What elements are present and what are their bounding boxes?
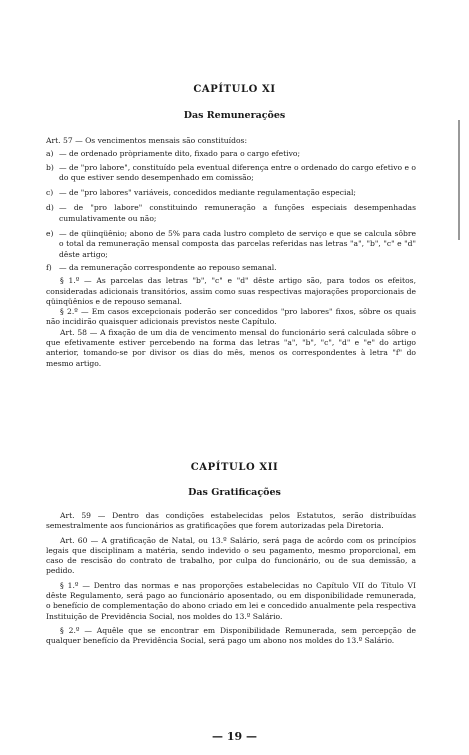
- item-label: e): [46, 229, 54, 239]
- item-label: c): [46, 188, 54, 198]
- article-57-paragraph-2: § 2.º — Em casos excepcionais poderão ser concedidos "pro labores" fixos, sôbre os quais não incidirão quaisquer adicionais previstos neste Capítulo.: [46, 307, 416, 327]
- item-label: a): [46, 149, 54, 159]
- item-label: d): [46, 203, 54, 213]
- article-58: Art. 58 — A fixação de um dia de vencimento mensal do funcionário será calculada sôbre o que efetivamente estiver percebendo na forma das letras "a", "b", "c", "d" e "e" do artigo anterior, tomando-se por divisor os dias do mês, menos os correspondentes à letra "f" do mesmo artigo.: [46, 327, 416, 368]
- item-text: — de "pro labore" constituindo remuneração a funções especiais desempenhadas cumulativamente ou não;: [59, 203, 416, 223]
- chapter-12-body: [46, 511, 416, 647]
- article-57-item-a: [46, 149, 416, 159]
- page-edge-mark: [458, 120, 460, 240]
- chapter-11-body: [46, 136, 416, 369]
- chapter-12-heading: Das Gratificações: [188, 487, 281, 498]
- article-57-paragraph-1: § 1.º — As parcelas das letras "b", "c" e "d" dêste artigo são, para todos os efeitos, consideradas adicionais transitórios, assim como suas respectivas majorações proporcionais de qüinqüênios e de repouso semanal.: [46, 276, 416, 306]
- chapter-12-title: CAPÍTULO XII: [190, 462, 279, 473]
- item-label: b): [46, 162, 54, 172]
- article-57-item-d: [46, 203, 416, 224]
- item-text: — de "pro labore", constituído pela eventual diferença entre o ordenado do cargo efetivo e o do que estiver sendo desempenhado em comissão;: [59, 162, 416, 182]
- article-59: Art. 59 — Dentro das condições estabelecidas pelos Estatutos, serão distribuídas semestralmente aos funcionários as gratificações que forem autorizadas pela Diretoria.: [46, 511, 416, 531]
- item-text: — da remuneração correspondente ao repouso semanal.: [59, 262, 277, 272]
- article-57-item-f: [46, 263, 416, 273]
- item-text: — de "pro labores" variáveis, concedidos mediante regulamentação especial;: [59, 188, 356, 198]
- article-57-item-b: [46, 163, 416, 184]
- article-60: Art. 60 — A gratificação de Natal, ou 13.º Salário, será paga de acôrdo com os princípios legais que disciplinam a matéria, sendo indevido o seu pagamento, mesmo proporcional, em caso de rescisão do contrato de trabalho, por culpa do funcionário, ou de sua demissão, a pedido.: [46, 535, 416, 576]
- article-57-item-c: [46, 188, 416, 198]
- article-60-paragraph-2: § 2.º — Aquêle que se encontrar em Disponibilidade Remunerada, sem percepção de qualquer benefício da Previdência Social, será pago um abono nos moldes do 13.º Salário.: [46, 625, 416, 646]
- article-57-item-e: [46, 229, 416, 260]
- chapter-11-heading: Das Remunerações: [183, 110, 286, 121]
- article-57: Art. 57 — Os vencimentos mensais são constituídos:: [46, 136, 248, 145]
- chapter-11-title: CAPÍTULO XI: [193, 84, 276, 95]
- item-label: f): [46, 262, 52, 272]
- item-text: — de ordenado pròpriamente dito, fixado para o cargo efetivo;: [59, 149, 301, 159]
- item-text: — de qüinqüênio; abono de 5% para cada lustro completo de serviço e que se calcula sôbre o total da remuneração mensal composta das parcelas referidas nas letras "a", "b", "c" e "d" dêste artigo;: [59, 229, 416, 259]
- article-60-paragraph-1: § 1.º — Dentro das normas e nas proporções estabelecidas no Capítulo VII do Título VI dêste Regulamento, será pago ao funcionário aposentado, ou em disponibilidade remunerada, o benefício de complementação do abono criado em lei e concedido anualmente pela respectiva Instituição de Previdência Social, nos moldes do 13.º Salário.: [46, 580, 416, 621]
- page-number: — 19 —: [212, 730, 257, 743]
